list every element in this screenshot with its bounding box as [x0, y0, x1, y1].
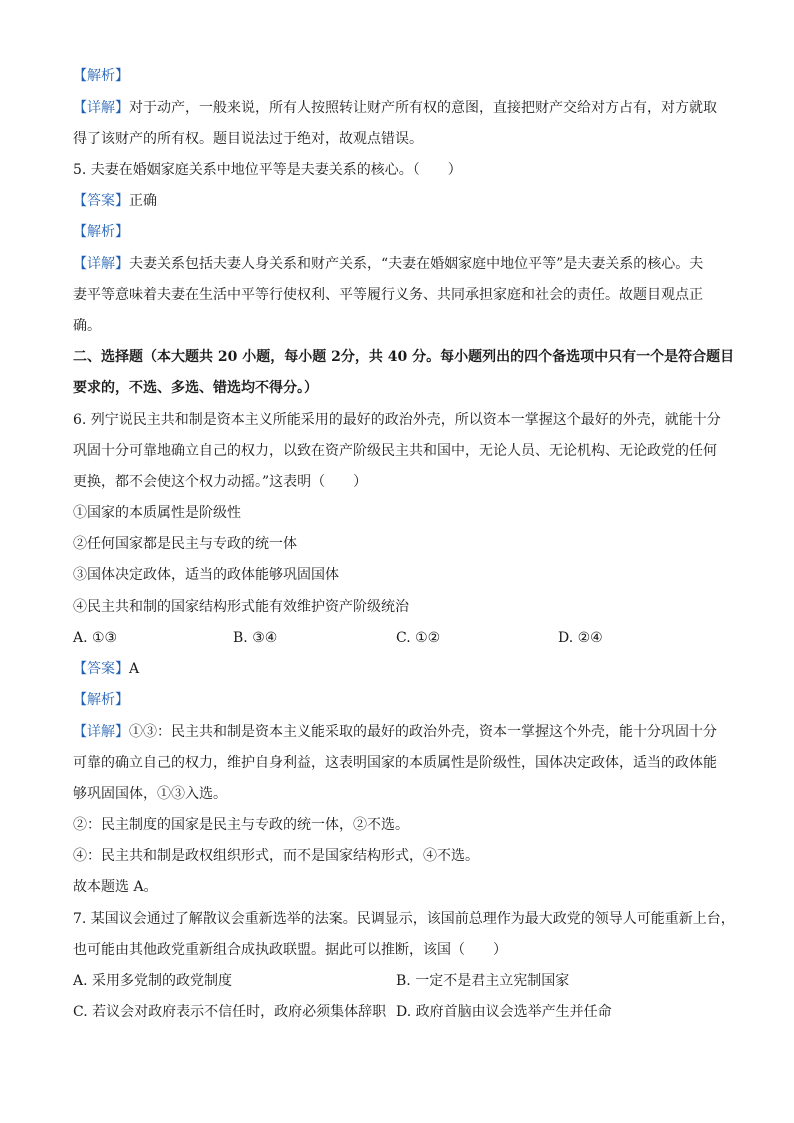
section-heading-line-1: 二、选择题（本大题共 20 小题，每小题 2分，共 40 分。每小题列出的四个备选项中只有一个是符合题目 [73, 349, 735, 365]
q6-detail-text-6: 故本题选 A。 [73, 879, 158, 895]
q7-stem-2: 也可能由其他政党重新组合成执政联盟。据此可以推断，该国（ ） [73, 942, 507, 958]
q4-detail-line [73, 98, 717, 118]
q5-detail-text-3: 确。 [73, 318, 101, 334]
q7-option-c: C. 若议会对政府表示不信任时，政府必须集体辞职 [73, 1004, 387, 1020]
q6-stem-3: 更换，都不会使这个权力动摇。”这表明（ ） [73, 474, 368, 490]
q6-stem-2: 巩固十分可靠地确立自己的权力，以致在资产阶级民主共和国中，无论人员、无论机构、无论政党的任何 [73, 443, 717, 459]
analysis-label: 【解析】 [73, 68, 129, 84]
q4-detail-text-2: 得了该财产的所有权。题目说法过于绝对，故观点错误。 [73, 131, 423, 147]
q7-option-b: B. 一定不是君主立宪制国家 [396, 973, 570, 989]
q6-option-c: C. ①② [396, 630, 441, 646]
q6-detail-text-2: 可靠的确立自己的权力，维护自身利益，这表明国家的本质属性是阶级性，国体决定政体，适当的政体能 [73, 755, 717, 771]
q6-statement-4: ④民主共和制的国家结构形式能有效维护资产阶级统治 [73, 599, 409, 615]
q6-statement-1: ①国家的本质属性是阶级性 [73, 505, 241, 521]
answer-label: 【答案】 [73, 661, 129, 677]
q6-detail-text-4: ②：民主制度的国家是民主与专政的统一体，②不选。 [73, 817, 409, 833]
q5-answer: 正确 [129, 193, 157, 209]
analysis-label: 【解析】 [73, 224, 129, 240]
answer-label: 【答案】 [73, 193, 129, 209]
q5-detail-line [73, 254, 703, 274]
q6-option-a: A. ①③ [73, 630, 118, 646]
q5-detail-text-2: 妻平等意味着夫妻在生活中平等行使权利、平等履行义务、共同承担家庭和社会的责任。故题目观点正 [73, 287, 703, 303]
section-heading-line-2: 要求的，不选、多选、错选均不得分。） [73, 380, 318, 396]
q6-detail-line [73, 722, 717, 742]
q6-detail-text-5: ④：民主共和制是政权组织形式，而不是国家结构形式，④不选。 [73, 848, 479, 864]
q7-option-d: D. 政府首脑由议会选举产生并任命 [396, 1004, 612, 1020]
q5-answer-line [73, 191, 157, 211]
q7-stem-1: 7. 某国议会通过了解散议会重新选举的法案。民调显示，该国前总理作为最大政党的领导人可能重新上台， [73, 911, 735, 927]
q6-answer-line [73, 659, 139, 679]
q6-option-d: D. ②④ [558, 630, 603, 646]
q6-statement-2: ②任何国家都是民主与专政的统一体 [73, 536, 297, 552]
q7-option-a: A. 采用多党制的政党制度 [73, 973, 233, 989]
q4-detail-text-1: 对于动产，一般来说，所有人按照转让财产所有权的意图，直接把财产交给对方占有，对方就取 [129, 100, 717, 116]
detail-label: 【详解】 [73, 724, 129, 740]
q6-statement-3: ③国体决定政体，适当的政体能够巩固国体 [73, 567, 339, 583]
q6-option-b: B. ③④ [233, 630, 278, 646]
detail-label: 【详解】 [73, 100, 129, 116]
q6-stem-1: 6. 列宁说民主共和制是资本主义所能采用的最好的政治外壳，所以资本一掌握这个最好的外壳，就能十分 [73, 412, 721, 428]
q5-stem: 5. 夫妻在婚姻家庭关系中地位平等是夫妻关系的核心。（ ） [73, 162, 462, 178]
analysis-label: 【解析】 [73, 692, 129, 708]
q6-detail-text-1: ①③：民主共和制是资本主义能采取的最好的政治外壳，资本一掌握这个外壳，能十分巩固十分 [129, 724, 717, 740]
q6-answer: A [129, 661, 140, 677]
q6-detail-text-3: 够巩固国体，①③入选。 [73, 786, 227, 802]
q5-detail-text-1: 夫妻关系包括夫妻人身关系和财产关系，“夫妻在婚姻家庭中地位平等”是夫妻关系的核心。夫 [129, 256, 704, 272]
detail-label: 【详解】 [73, 256, 129, 272]
